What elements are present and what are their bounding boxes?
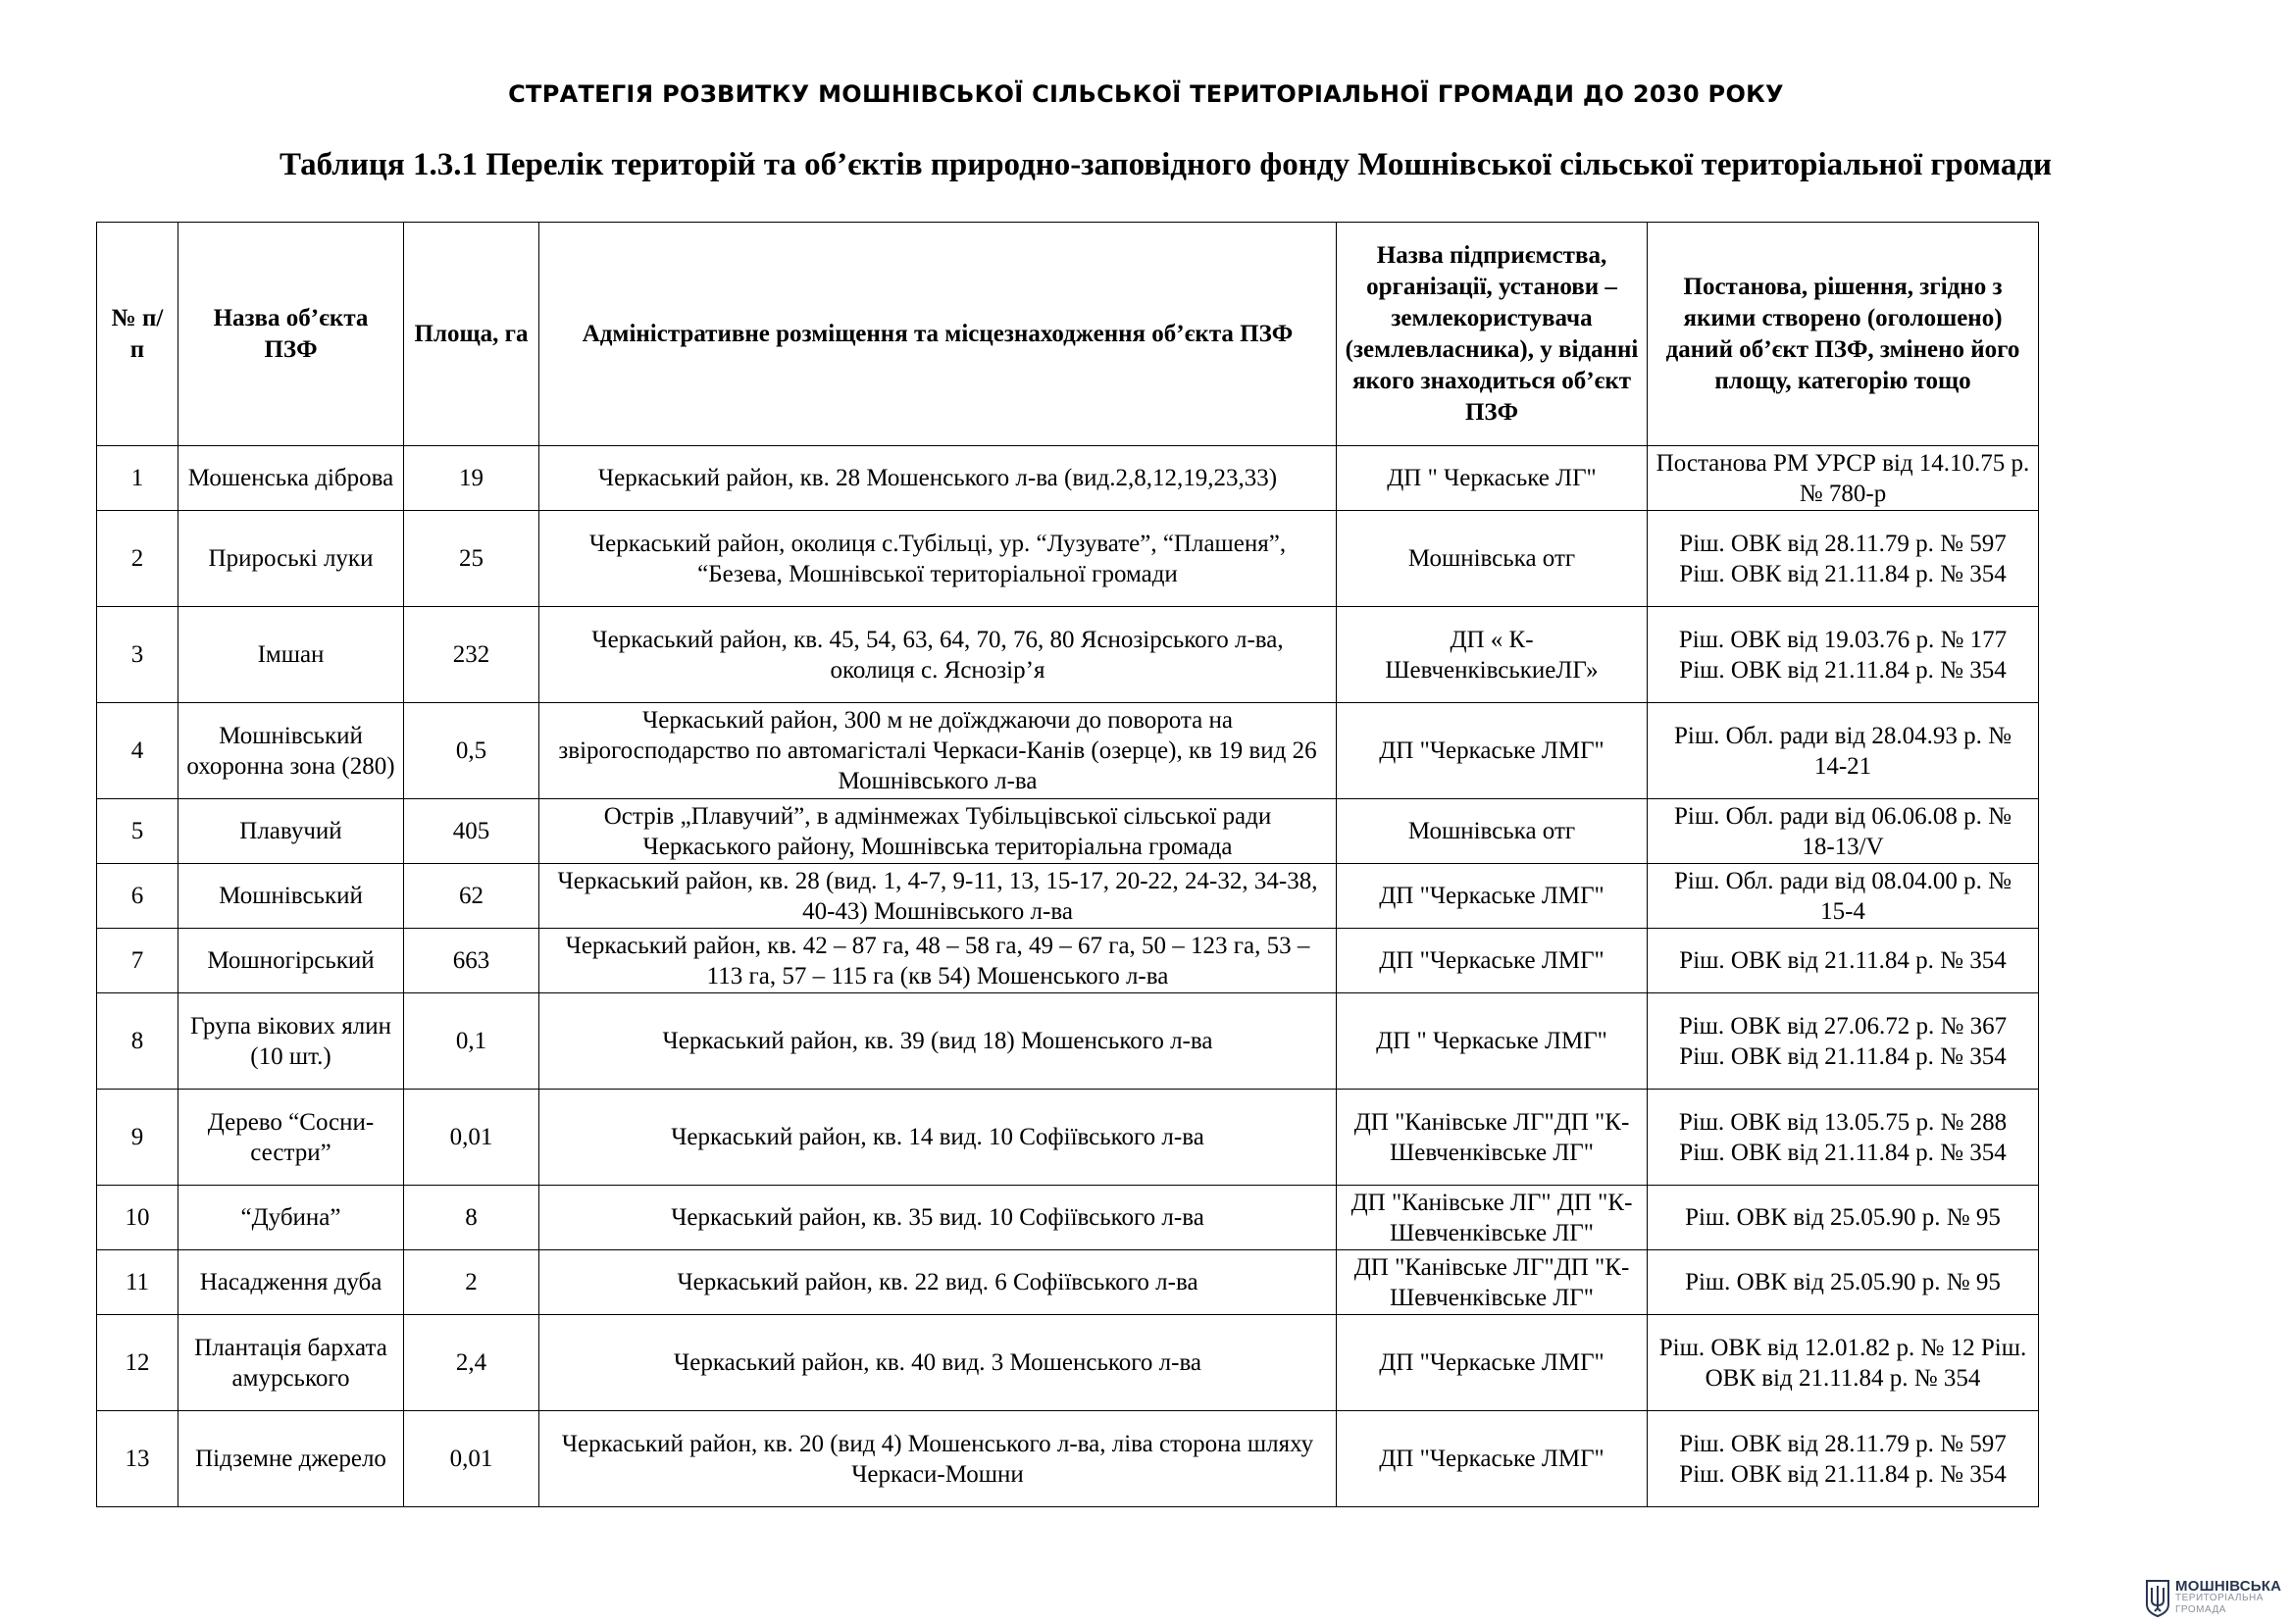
cell-area: 8 [404,1186,539,1250]
table-row [97,799,2039,864]
cell-land-user: ДП "Черкаське ЛМГ" [1337,864,1648,929]
cell-object-name: Плантація бархата амурського [178,1315,404,1411]
cell-land-user: ДП "Черкаське ЛМГ" [1337,1315,1648,1411]
cell-number: 6 [97,864,178,929]
cell-land-user: ДП "Черкаське ЛМГ" [1337,929,1648,993]
cell-location: Черкаський район, кв. 20 (вид 4) Мошенського л-ва, ліва сторона шляху Черкаси-Мошни [539,1411,1337,1507]
table-row [97,1186,2039,1250]
cell-object-name: Мошнівський [178,864,404,929]
cell-decision: Ріш. ОВК від 21.11.84 р. № 354 [1648,929,2039,993]
cell-decision: Ріш. Обл. ради від 08.04.00 р. № 15-4 [1648,864,2039,929]
cell-object-name: Група вікових ялин (10 шт.) [178,993,404,1090]
table-row [97,864,2039,929]
community-logo [2144,1577,2281,1620]
cell-number: 9 [97,1090,178,1186]
cell-number: 12 [97,1315,178,1411]
cell-land-user: Мошнівська отг [1337,799,1648,864]
cell-location: Черкаський район, кв. 39 (вид 18) Мошенського л-ва [539,993,1337,1090]
cell-location: Черкаський район, кв. 35 вид. 10 Софіївського л-ва [539,1186,1337,1250]
cell-object-name: Мошногірський [178,929,404,993]
table-header-row [97,223,2039,446]
cell-number: 11 [97,1250,178,1315]
cell-object-name: Прироські луки [178,511,404,607]
cell-object-name: Мошенська діброва [178,446,404,511]
cell-land-user: ДП "Канівське ЛГ"ДП "К-Шевченківське ЛГ" [1337,1250,1648,1315]
cell-location: Черкаський район, 300 м не доїжджаючи до поворота на звірогосподарство по автомагісталі Черкаси-Канів (озерце), кв 19 вид 26 Мошнівського л-ва [539,703,1337,799]
cell-location: Черкаський район, кв. 22 вид. 6 Софіївського л-ва [539,1250,1337,1315]
cell-land-user: ДП " Черкаське ЛМГ" [1337,993,1648,1090]
cell-decision: Ріш. ОВК від 28.11.79 р. № 597 Ріш. ОВК від 21.11.84 р. № 354 [1648,1411,2039,1507]
cell-land-user: ДП "Черкаське ЛМГ" [1337,1411,1648,1507]
table-row [97,511,2039,607]
logo-line-3: ГРОМАДА [2175,1604,2226,1615]
pzf-objects-table [96,222,2039,1507]
column-header-land-user: Назва підприємства, організації, установи – землекористувача (землевласника), у віданні якого знаходиться об’єкт ПЗФ [1337,223,1648,446]
cell-land-user: ДП "Канівське ЛГ" ДП "К-Шевченківське ЛГ" [1337,1186,1648,1250]
cell-object-name: Насадження дуба [178,1250,404,1315]
logo-line-2: ТЕРИТОРІАЛЬНА [2175,1593,2264,1603]
cell-area: 0,01 [404,1090,539,1186]
cell-object-name: Дерево “Сосни-сестри” [178,1090,404,1186]
table-row [97,1250,2039,1315]
cell-decision: Ріш. ОВК від 25.05.90 р. № 95 [1648,1186,2039,1250]
cell-land-user: Мошнівська отг [1337,511,1648,607]
cell-location: Черкаський район, кв. 40 вид. 3 Мошенського л-ва [539,1315,1337,1411]
cell-number: 5 [97,799,178,864]
cell-land-user: ДП "Черкаське ЛМГ" [1337,703,1648,799]
cell-location: Черкаський район, кв. 28 (вид. 1, 4-7, 9-11, 13, 15-17, 20-22, 24-32, 34-38, 40-43) Мошнівського л-ва [539,864,1337,929]
cell-decision: Ріш. ОВК від 27.06.72 р. № 367 Ріш. ОВК від 21.11.84 р. № 354 [1648,993,2039,1090]
column-header-object-name: Назва об’єкта ПЗФ [178,223,404,446]
cell-number: 1 [97,446,178,511]
cell-number: 8 [97,993,178,1090]
cell-decision: Ріш. ОВК від 13.05.75 р. № 288 Ріш. ОВК від 21.11.84 р. № 354 [1648,1090,2039,1186]
cell-decision: Ріш. ОВК від 19.03.76 р. № 177 Ріш. ОВК від 21.11.84 р. № 354 [1648,607,2039,703]
column-header-area: Площа, га [404,223,539,446]
trident-emblem-icon [2144,1579,2171,1618]
table-row [97,1090,2039,1186]
table-caption: Таблиця 1.3.1 Перелік територій та об’єктів природно-заповідного фонду Мошнівської сільської територіальної громади [279,147,2053,182]
cell-area: 232 [404,607,539,703]
table-row [97,1315,2039,1411]
cell-decision: Постанова РМ УРСР від 14.10.75 р. № 780-р [1648,446,2039,511]
cell-area: 0,5 [404,703,539,799]
cell-land-user: ДП « К-ШевченківськиеЛГ» [1337,607,1648,703]
cell-number: 13 [97,1411,178,1507]
cell-object-name: Мошнівський охоронна зона (280) [178,703,404,799]
cell-area: 663 [404,929,539,993]
cell-location: Острів „Плавучий”, в адмінмежах Тубільцівської сільської ради Черкаського району, Мошнівська територіальна громада [539,799,1337,864]
table-row [97,446,2039,511]
column-header-decision: Постанова, рішення, згідно з якими створено (оголошено) даний об’єкт ПЗФ, змінено його площу, категорію тощо [1648,223,2039,446]
logo-text [2175,1578,2282,1616]
cell-area: 62 [404,864,539,929]
cell-object-name: “Дубина” [178,1186,404,1250]
cell-location: Черкаський район, кв. 45, 54, 63, 64, 70, 76, 80 Яснозірського л-ва, околиця с. Яснозір’я [539,607,1337,703]
cell-decision: Ріш. Обл. ради від 06.06.08 р. № 18-13/V [1648,799,2039,864]
cell-decision: Ріш. Обл. ради від 28.04.93 р. № 14-21 [1648,703,2039,799]
column-header-location: Адміністративне розміщення та місцезнаходження об’єкта ПЗФ [539,223,1337,446]
logo-line-1: МОШНІВСЬКА [2175,1578,2282,1595]
table-row [97,607,2039,703]
cell-area: 2,4 [404,1315,539,1411]
cell-object-name: Підземне джерело [178,1411,404,1507]
cell-location: Черкаський район, кв. 28 Мошенського л-ва (вид.2,8,12,19,23,33) [539,446,1337,511]
cell-decision: Ріш. ОВК від 25.05.90 р. № 95 [1648,1250,2039,1315]
cell-location: Черкаський район, кв. 42 – 87 га, 48 – 58 га, 49 – 67 га, 50 – 123 га, 53 – 113 га, 57 – 115 га (кв 54) Мошенського л-ва [539,929,1337,993]
column-header-number: № п/п [97,223,178,446]
cell-area: 0,1 [404,993,539,1090]
cell-decision: Ріш. ОВК від 28.11.79 р. № 597 Ріш. ОВК від 21.11.84 р. № 354 [1648,511,2039,607]
cell-area: 25 [404,511,539,607]
table-row [97,929,2039,993]
cell-location: Черкаський район, кв. 14 вид. 10 Софіївського л-ва [539,1090,1337,1186]
table-row [97,1411,2039,1507]
cell-area: 0,01 [404,1411,539,1507]
cell-area: 405 [404,799,539,864]
table-row [97,703,2039,799]
cell-number: 2 [97,511,178,607]
cell-object-name: Плавучий [178,799,404,864]
cell-number: 7 [97,929,178,993]
page-header: СТРАТЕГІЯ РОЗВИТКУ МОШНІВСЬКОЇ СІЛЬСЬКОЇ ТЕРИТОРІАЛЬНОЇ ГРОМАДИ ДО 2030 РОКУ [508,80,1784,108]
cell-decision: Ріш. ОВК від 12.01.82 р. № 12 Ріш. ОВК від 21.11.84 р. № 354 [1648,1315,2039,1411]
cell-object-name: Імшан [178,607,404,703]
cell-number: 4 [97,703,178,799]
table-row [97,993,2039,1090]
cell-area: 2 [404,1250,539,1315]
cell-land-user: ДП " Черкаське ЛГ" [1337,446,1648,511]
cell-land-user: ДП "Канівське ЛГ"ДП "К-Шевченківське ЛГ" [1337,1090,1648,1186]
cell-number: 3 [97,607,178,703]
cell-area: 19 [404,446,539,511]
cell-number: 10 [97,1186,178,1250]
cell-location: Черкаський район, околиця с.Тубільці, ур. “Лузувате”, “Плашеня”, “Безева, Мошнівської територіальної громади [539,511,1337,607]
